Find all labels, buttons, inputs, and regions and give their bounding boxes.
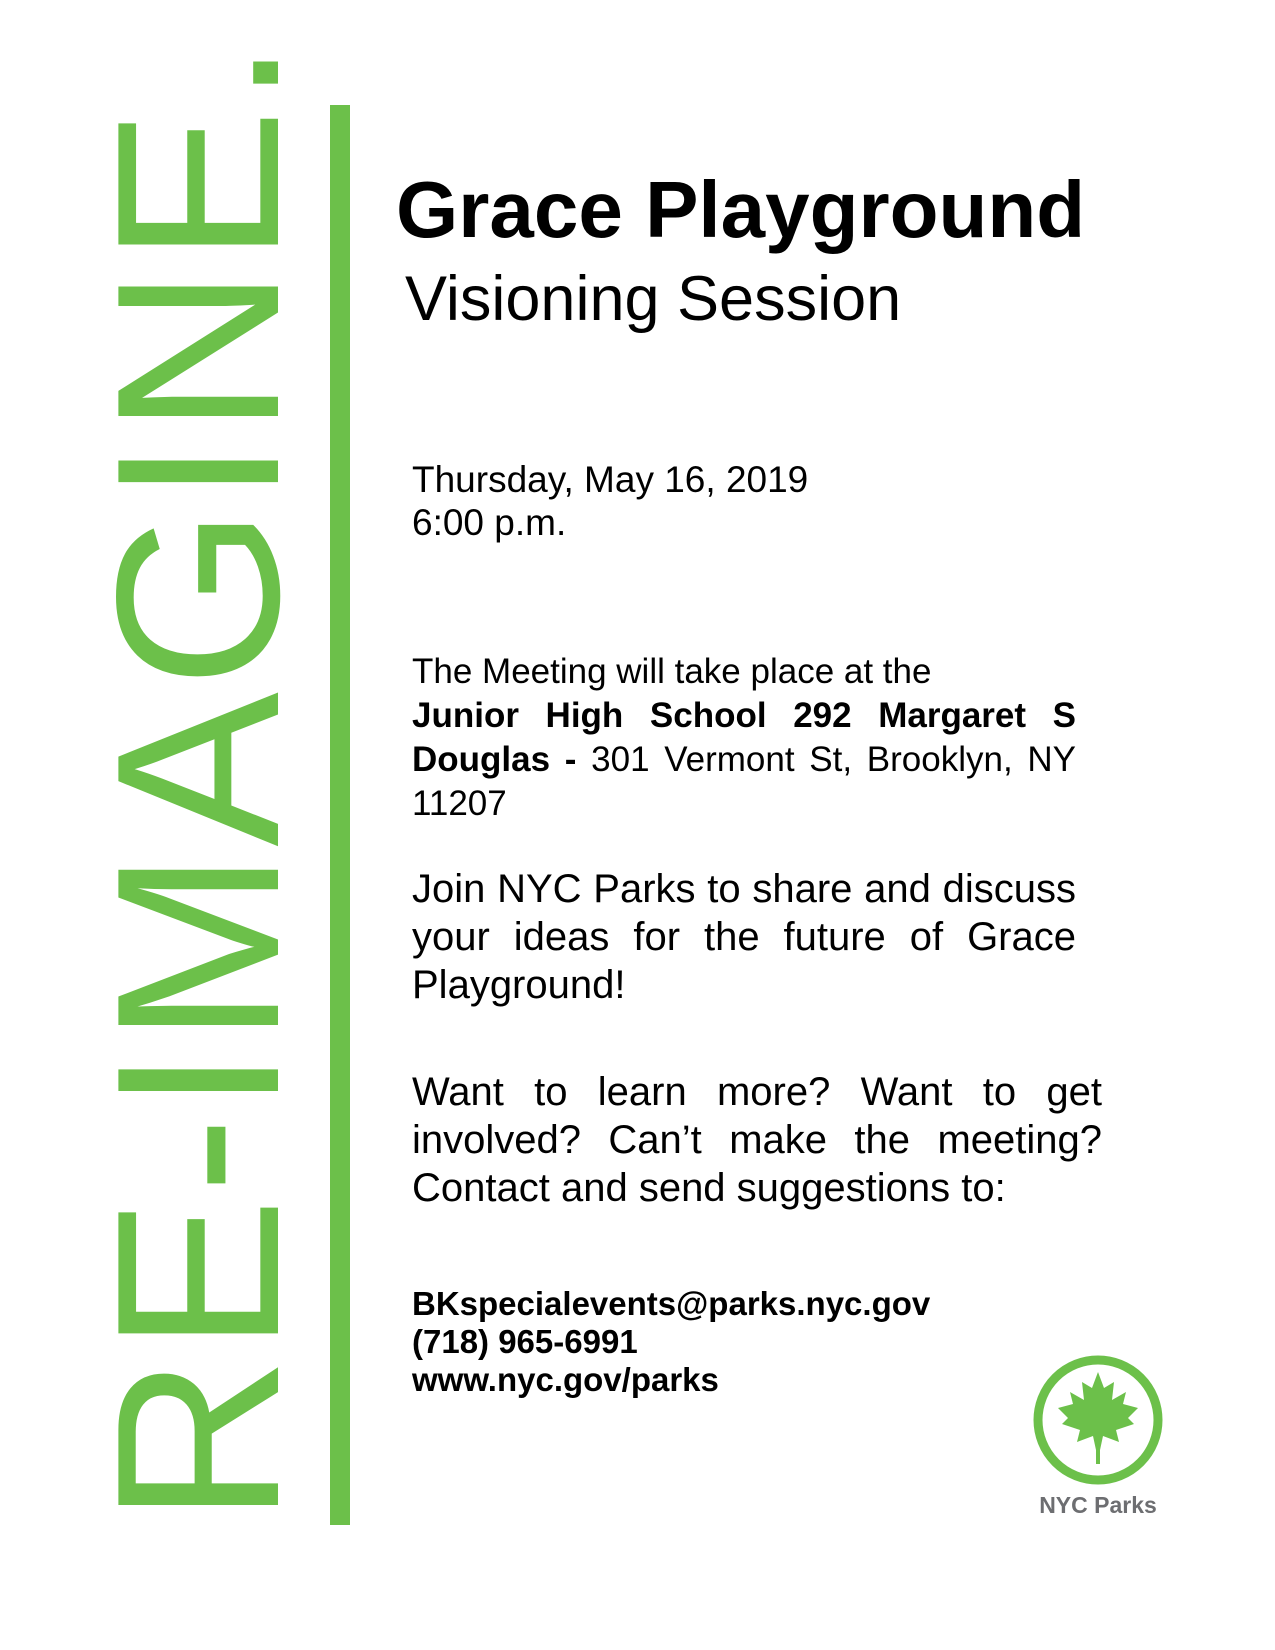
location-intro: The Meeting will take place at the xyxy=(412,652,932,691)
contact-info xyxy=(412,1285,930,1399)
venue-name: Junior High School 292 Margaret S Douglas - xyxy=(412,696,1076,779)
nyc-parks-logo-label: NYC Parks xyxy=(1039,1492,1157,1518)
maple-leaf-icon xyxy=(1030,1352,1166,1506)
re-imagine-banner: RE-IMAGINE. xyxy=(69,36,328,1524)
contact-email[interactable]: BKspecialevents@parks.nyc.gov xyxy=(412,1285,931,1322)
page-subtitle: Visioning Session xyxy=(405,264,902,334)
venue-address: 301 Vermont St, Brooklyn, NY 11207 xyxy=(412,740,1077,823)
location-details xyxy=(412,694,1076,826)
green-divider-bar xyxy=(330,105,350,1525)
meeting-location xyxy=(412,650,1076,826)
contact-phone[interactable]: (718) 965-6991 xyxy=(412,1323,638,1360)
event-time: 6:00 p.m. xyxy=(412,502,567,543)
page-title: Grace Playground xyxy=(396,165,1086,254)
event-datetime xyxy=(412,458,1076,544)
invitation-text: Join NYC Parks to share and discuss your ideas for the future of Grace Playground! xyxy=(412,867,1076,1007)
event-date: Thursday, May 16, 2019 xyxy=(412,459,809,500)
contact-intro-text: Want to learn more? Want to get involved? Can’t make the meeting? Contact and send suggestions to: xyxy=(412,1070,1102,1210)
contact-website[interactable]: www.nyc.gov/parks xyxy=(412,1361,719,1398)
